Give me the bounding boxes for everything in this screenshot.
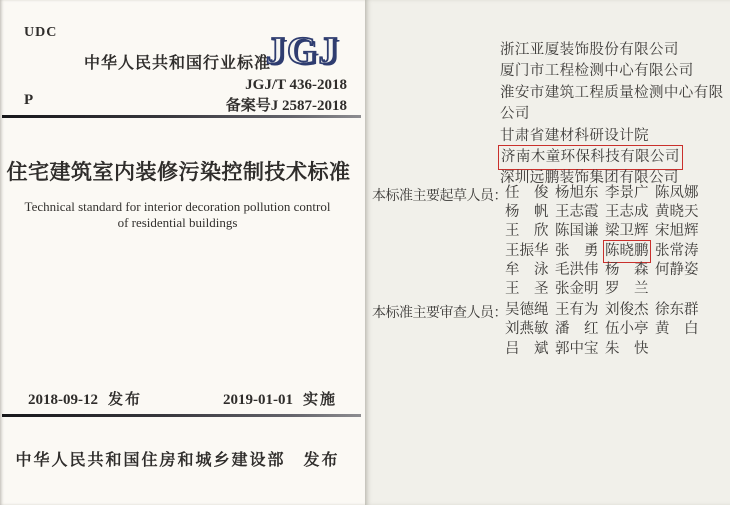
implementation-date-group [223, 388, 337, 409]
company-line-highlighted: 济南木童环保科技有限公司 [500, 147, 681, 168]
person-name: 吴德绳 [505, 302, 549, 318]
person-name: 朱 快 [605, 340, 649, 357]
publisher-name: 中华人民共和国住房和城乡建设部 [15, 452, 286, 469]
person-name: 毛洪伟 [555, 261, 599, 278]
person-name: 刘燕敏 [505, 321, 549, 338]
implementation-date: 2019-01-01 [222, 392, 293, 408]
header-divider-line [2, 115, 361, 118]
drafters-name-grid [505, 184, 705, 299]
person-name: 陈凤娜 [655, 185, 699, 201]
reviewers-name-grid [505, 301, 705, 359]
person-name: 黄 白 [655, 321, 699, 338]
issue-date: 2018-09-12 [28, 392, 98, 408]
document-title-en [0, 199, 355, 231]
company-line: 浙江亚厦装饰股份有限公司 [500, 42, 679, 58]
person-name [655, 280, 705, 299]
person-name: 李景广 [605, 185, 649, 201]
record-number: 备案号J 2587-2018 [225, 98, 347, 114]
reviewers-section-label: 本标准主要审查人员： [372, 306, 507, 321]
credits-page [365, 0, 730, 505]
person-name: 张常涛 [655, 242, 699, 259]
document-title-en-line2: of residential buildings [117, 215, 238, 230]
person-name: 杨 帆 [505, 204, 549, 221]
person-name [655, 340, 705, 359]
udc-label: UDC [24, 25, 58, 40]
person-name: 王志霞 [555, 204, 599, 221]
person-name: 杨 森 [605, 261, 649, 278]
person-name: 王有为 [555, 302, 599, 318]
person-name: 何静姿 [655, 261, 699, 278]
person-name: 郭中宝 [555, 340, 599, 357]
dates-row [28, 388, 337, 409]
person-name-highlighted: 陈晓鹏 [605, 242, 649, 261]
person-name: 陈国谦 [555, 223, 599, 240]
p-classification-label: P [24, 92, 34, 108]
document-title-zh: 住宅建筑室内装修污染控制技术标准 [6, 160, 351, 184]
publisher-line [0, 447, 355, 470]
person-name: 任 俊 [505, 185, 549, 201]
participating-companies-list [500, 40, 724, 190]
person-name: 王 欣 [505, 223, 549, 240]
company-line: 淮安市建筑工程质量检测中心有限 [500, 84, 724, 101]
issue-label: 发布 [108, 392, 143, 408]
standard-number: JGJ/T 436-2018 [245, 77, 347, 93]
person-name: 杨旭东 [555, 185, 599, 201]
person-name: 王 圣 [505, 281, 549, 298]
standard-type-heading: 中华人民共和国行业标准 [84, 55, 272, 72]
issue-date-group [28, 388, 142, 409]
person-name: 王志成 [605, 204, 649, 221]
person-name: 徐东群 [655, 302, 699, 318]
company-line: 甘肃省建材科研设计院 [500, 127, 649, 144]
person-name: 张 勇 [555, 242, 599, 259]
person-name: 牟 泳 [505, 261, 549, 278]
drafters-section-label: 本标准主要起草人员： [372, 189, 507, 204]
person-name: 王振华 [505, 242, 549, 259]
person-name: 潘 红 [555, 321, 599, 338]
person-name: 罗 兰 [605, 281, 649, 298]
person-name: 刘俊杰 [605, 302, 649, 318]
person-name: 宋旭辉 [655, 223, 699, 240]
publish-label: 发布 [303, 452, 340, 469]
company-line: 厦门市工程检测中心有限公司 [500, 63, 694, 80]
company-line: 公司 [500, 106, 530, 123]
person-name: 梁卫辉 [605, 223, 649, 240]
footer-divider-line [2, 414, 361, 417]
company-line: 深圳远鹏装饰集团有限公司 [500, 170, 679, 187]
document-title-en-line1: Technical standard for interior decoration pollution control [24, 199, 331, 214]
person-name: 张金明 [555, 281, 599, 298]
jgj-logo: JGJ [266, 30, 340, 72]
implementation-label: 实施 [302, 392, 337, 408]
person-name: 黄晓天 [655, 204, 699, 221]
person-name: 吕 斌 [505, 340, 549, 357]
person-name: 伍小亭 [605, 321, 649, 338]
